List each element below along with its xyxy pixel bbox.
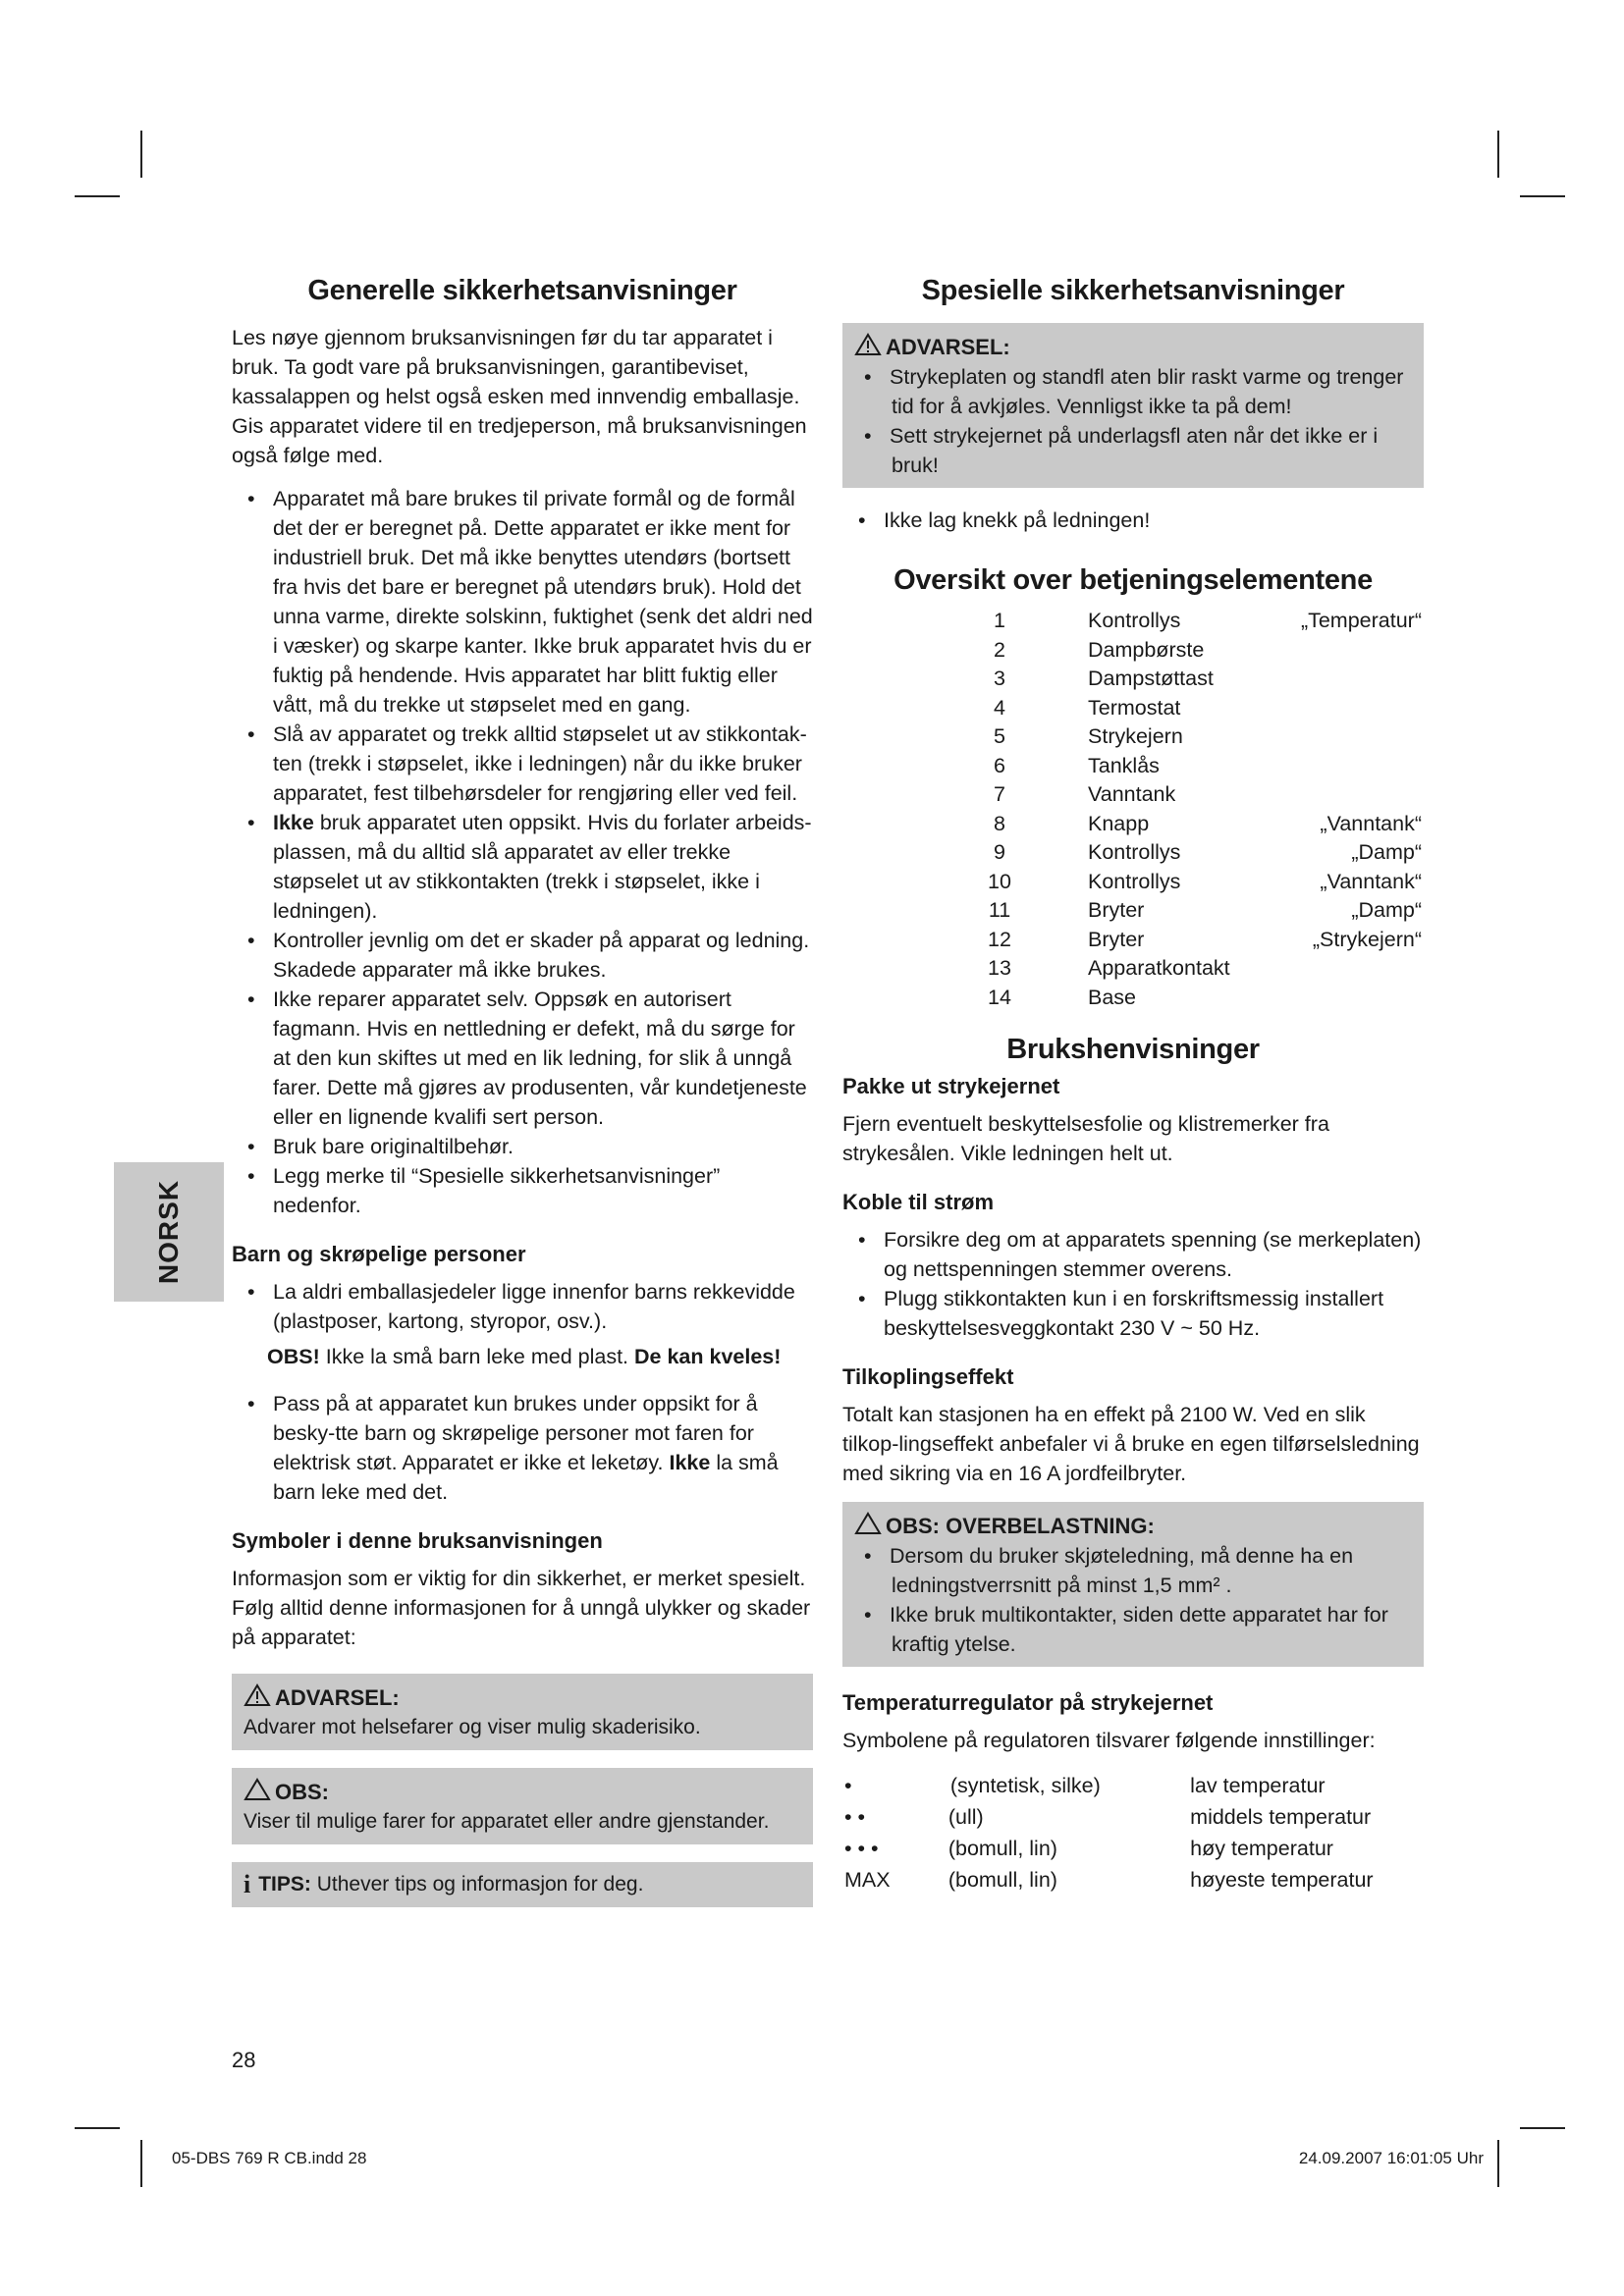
overview-qualifier: „Temperatur“ [1300, 609, 1422, 632]
temperature-level: middels temperatur [1190, 1805, 1372, 1829]
overview-qualifier [1274, 780, 1422, 810]
list-item: • Kontroller jevnlig om det er skader på apparat og ledning. Skadede apparater må ikke brukes. [232, 926, 813, 985]
connect-section-title: Koble til strøm [842, 1190, 995, 1214]
temperature-level: høy temperatur [1190, 1837, 1333, 1860]
note-title: OBS: [244, 1778, 801, 1807]
cord-note-list [842, 506, 1424, 535]
special-warning-list [854, 362, 1412, 480]
temperature-material: (syntetisk, silke) [949, 1774, 1101, 1797]
temperature-level: lav temperatur [1190, 1774, 1326, 1797]
warning-title: ADVARSEL: [244, 1683, 801, 1713]
temperature-material: (ull) [947, 1805, 984, 1829]
overview-row [842, 868, 1422, 897]
crop-mark [140, 131, 142, 178]
list-item: • Plugg stikkontakten kun i en forskriftsmessig installert beskyttelsesveggkontakt 230 V ~ 50 Hz. [842, 1284, 1424, 1343]
overview-number: 8 [994, 811, 1005, 835]
overview-row [842, 984, 1422, 1013]
crop-mark [140, 2140, 142, 2187]
overview-qualifier [1274, 636, 1422, 666]
overview-row [842, 926, 1422, 955]
children-list [232, 1277, 813, 1336]
overview-qualifier: „Vanntank“ [1320, 811, 1422, 835]
list-item: • Sett strykejernet på underlagsfl aten når det ikke er i bruk! [854, 421, 1412, 480]
overview-number: 4 [994, 695, 1005, 720]
overview-row [842, 896, 1422, 926]
note-symbol-box [232, 1768, 813, 1844]
overview-row [842, 694, 1422, 723]
overview-number: 2 [994, 637, 1005, 662]
overview-name: Tanklås [1088, 753, 1160, 777]
list-item: • Slå av apparatet og trekk alltid støpselet ut av stikkontak-ten (trekk i støpselet, ikke i ledningen) når du ikke bruker apparatet, fest tilbehørsdeler for rengjøring eller ved feil. [232, 720, 813, 808]
overview-number: 1 [994, 609, 1005, 632]
temperature-row [844, 1771, 1422, 1800]
overview-row [842, 722, 1422, 752]
tips-symbol-box [232, 1862, 813, 1907]
list-item: • Bruk bare originaltilbehør. [232, 1132, 813, 1161]
special-warning-title: ADVARSEL: [854, 333, 1412, 362]
crop-mark [1520, 2127, 1565, 2129]
symbols-section-title: Symboler i denne bruksanvisningen [232, 1528, 603, 1553]
list-item: • Forsikre deg om at apparatets spenning (se merkeplaten) og nettspenningen stemmer overens. [842, 1225, 1424, 1284]
temperature-intro: Symbolene på regulatoren tilsvarer følgende innstillinger: [842, 1729, 1376, 1752]
overload-list [854, 1541, 1412, 1659]
list-item: • Legg merke til “Spesielle sikkerhetsanvisninger” nedenfor. [232, 1161, 813, 1220]
temperature-row [844, 1865, 1422, 1895]
overview-number: 9 [994, 840, 1005, 864]
overview-name: Kontrollys [1088, 840, 1181, 864]
caution-triangle-icon [244, 1778, 271, 1801]
overview-number: 10 [988, 869, 1011, 893]
special-warning-box [842, 323, 1424, 488]
controls-overview-table [842, 607, 1422, 1012]
overview-row [842, 954, 1422, 984]
temperature-symbol: • • • [844, 1837, 879, 1860]
overview-row [842, 607, 1422, 636]
crop-mark [75, 2127, 120, 2129]
overload-title: OBS: OVERBELASTNING: [854, 1512, 1412, 1541]
unpack-text: Fjern eventuelt beskyttelsesfolie og klistremerker fra strykesålen. Vikle ledningen helt ut. [842, 1112, 1329, 1165]
overview-title: Oversikt over betjeningselementene [893, 564, 1373, 596]
overview-name: Strykejern [1088, 724, 1183, 748]
connect-list [842, 1225, 1424, 1343]
left-column [232, 275, 813, 1925]
overview-name: Dampstøttast [1088, 667, 1214, 690]
special-safety-title: Spesielle sikkerhetsanvisninger [921, 275, 1345, 306]
caution-triangle-icon [854, 1512, 882, 1535]
temperature-row [844, 1802, 1422, 1832]
warning-description: Advarer mot helsefarer og viser mulig skaderisiko. [244, 1716, 701, 1738]
crop-mark [1497, 131, 1499, 178]
temperature-table [842, 1769, 1424, 1896]
children-list-2 [232, 1389, 813, 1507]
tips-description: Uthever tips og informasjon for deg. [310, 1873, 644, 1896]
overview-row [842, 752, 1422, 781]
overview-number: 6 [994, 753, 1005, 777]
usage-title: Brukshenvisninger [1006, 1034, 1260, 1065]
overview-name: Kontrollys [1088, 869, 1181, 893]
overview-qualifier [1274, 665, 1422, 694]
list-item: • Ikke reparer apparatet selv. Oppsøk en autorisert fagmann. Hvis en nettledning er defekt, må du sørge for at den kun skiftes ut med en lik ledning, for slik å unngå farer. Dette må gjøres av produsenten, vår kundetjeneste eller en lignende kvalifi sert person. [232, 985, 813, 1132]
overview-number: 11 [988, 898, 1011, 922]
overview-number: 13 [988, 956, 1011, 980]
temperature-symbol: • [844, 1774, 852, 1797]
list-item: • Ikke bruk apparatet uten oppsikt. Hvis du forlater arbeids-plassen, må du alltid slå apparatet av eller trekke støpselet ut av stikkontakten (trekk i støpselet, ikke i ledningen). [232, 808, 813, 926]
list-item: • La aldri emballasjedeler ligge innenfor barns rekkevidde (plastposer, kartong, styropor, osv.). [232, 1277, 813, 1336]
footer-timestamp: 24.09.2007 16:01:05 Uhr [1298, 2149, 1484, 2167]
overview-name: Base [1088, 985, 1137, 1009]
tips-label: TIPS: [258, 1873, 311, 1896]
overview-name: Bryter [1088, 898, 1145, 922]
symbols-intro: Informasjon som er viktig for din sikkerhet, er merket spesielt. Følg alltid denne informasjonen for å unngå ulykker og skader på apparatet: [232, 1567, 811, 1649]
overview-number: 12 [988, 927, 1011, 951]
list-item: • Strykeplaten og standfl aten blir raskt varme og trenger tid for å avkjøles. Vennligst ikke ta på dem! [854, 362, 1412, 421]
note-description: Viser til mulige farer for apparatet eller andre gjenstander. [244, 1810, 770, 1833]
overview-row [842, 838, 1422, 868]
children-obs-note: OBS! Ikke la små barn leke med plast. De kan kveles! [267, 1345, 782, 1368]
temperature-level: høyeste temperatur [1190, 1868, 1374, 1892]
overview-qualifier [1274, 984, 1422, 1013]
temperature-symbol: MAX [844, 1868, 891, 1892]
list-item: • Ikke bruk multikontakter, siden dette apparatet har for kraftig ytelse. [854, 1600, 1412, 1659]
overview-qualifier: „Vanntank“ [1320, 869, 1422, 893]
children-section-title: Barn og skrøpelige personer [232, 1242, 526, 1266]
overview-number: 3 [994, 667, 1005, 690]
temperature-material: (bomull, lin) [947, 1837, 1057, 1860]
general-safety-title: Generelle sikkerhetsanvisninger [307, 275, 737, 306]
overview-qualifier: „Strykejern“ [1312, 927, 1422, 951]
crop-mark [1497, 2140, 1499, 2187]
overview-name: Kontrollys [1088, 609, 1181, 632]
overview-name: Bryter [1088, 927, 1145, 951]
overload-box [842, 1502, 1424, 1667]
language-label: NORSK [153, 1179, 184, 1285]
general-safety-list [232, 484, 813, 1220]
overview-qualifier: „Damp“ [1351, 840, 1422, 864]
info-icon: i [244, 1870, 251, 1898]
warning-triangle-icon [244, 1683, 271, 1707]
overview-row [842, 665, 1422, 694]
list-item: • Apparatet må bare brukes til private formål og de formål det der er beregnet på. Dette apparatet er ikke ment for industriell bruk. Det må ikke benyttes utendørs (bortsett fra hvis det bare er beregnet på utendørs bruk). Hold det unna varme, direkte solskinn, fuktighet (senk det aldri ned i væsker) og skarpe kanter. Ikke bruk apparatet hvis du er fuktig på hendende. Hvis apparatet har blitt fuktig eller vått, må du trekke ut støpselet med en gang. [232, 484, 813, 720]
overview-name: Dampbørste [1088, 637, 1205, 662]
page-number: 28 [232, 2048, 256, 2072]
overview-number: 7 [994, 782, 1005, 806]
overview-name: Vanntank [1088, 782, 1176, 806]
overview-number: 14 [988, 985, 1011, 1009]
right-column [842, 275, 1424, 1896]
overview-qualifier [1274, 722, 1422, 752]
overview-row [842, 780, 1422, 810]
warning-symbol-box [232, 1674, 813, 1750]
footer-filename: 05-DBS 769 R CB.indd 28 [172, 2149, 367, 2167]
unpack-section-title: Pakke ut strykejernet [842, 1074, 1060, 1098]
overview-qualifier [1274, 954, 1422, 984]
list-item: • Pass på at apparatet kun brukes under oppsikt for å besky-tte barn og skrøpelige personer mot faren for elektrisk støt. Apparatet er ikke et leketøy. Ikke la små barn leke med det. [232, 1389, 813, 1507]
list-item: • Ikke lag knekk på ledningen! [842, 506, 1424, 535]
language-side-tab [114, 1162, 224, 1302]
temperature-section-title: Temperaturregulator på strykejernet [842, 1690, 1214, 1715]
list-item: • Dersom du bruker skjøteledning, må denne ha en ledningstverrsnitt på minst 1,5 mm² . [854, 1541, 1412, 1600]
overview-name: Termostat [1088, 695, 1181, 720]
overview-row [842, 810, 1422, 839]
temperature-material: (bomull, lin) [947, 1868, 1057, 1892]
warning-triangle-icon [854, 333, 882, 356]
temperature-symbol: • • [844, 1805, 866, 1829]
overview-number: 5 [994, 724, 1005, 748]
crop-mark [75, 195, 120, 197]
overview-qualifier [1274, 752, 1422, 781]
general-safety-intro: Les nøye gjennom bruksanvisningen før du tar apparatet i bruk. Ta godt vare på bruksanvisningen, garantibeviset, kassalappen og helst også esken med innvendig emballasje. Gis apparatet videre til en tredjeperson, må bruksanvisningen også følge med. [232, 326, 807, 467]
crop-mark [1520, 195, 1565, 197]
overview-qualifier: „Damp“ [1351, 898, 1422, 922]
overview-row [842, 636, 1422, 666]
power-text: Totalt kan stasjonen ha en effekt på 2100 W. Ved en slik tilkop-lingseffekt anbefaler vi å bruke en egen tilførselsledning med sikring via en 16 A jordfeilbryter. [842, 1403, 1420, 1485]
power-section-title: Tilkoplingseffekt [842, 1364, 1014, 1389]
temperature-row [844, 1834, 1422, 1863]
overview-name: Knapp [1088, 811, 1150, 835]
overview-name: Apparatkontakt [1088, 956, 1230, 980]
overview-qualifier [1274, 694, 1422, 723]
